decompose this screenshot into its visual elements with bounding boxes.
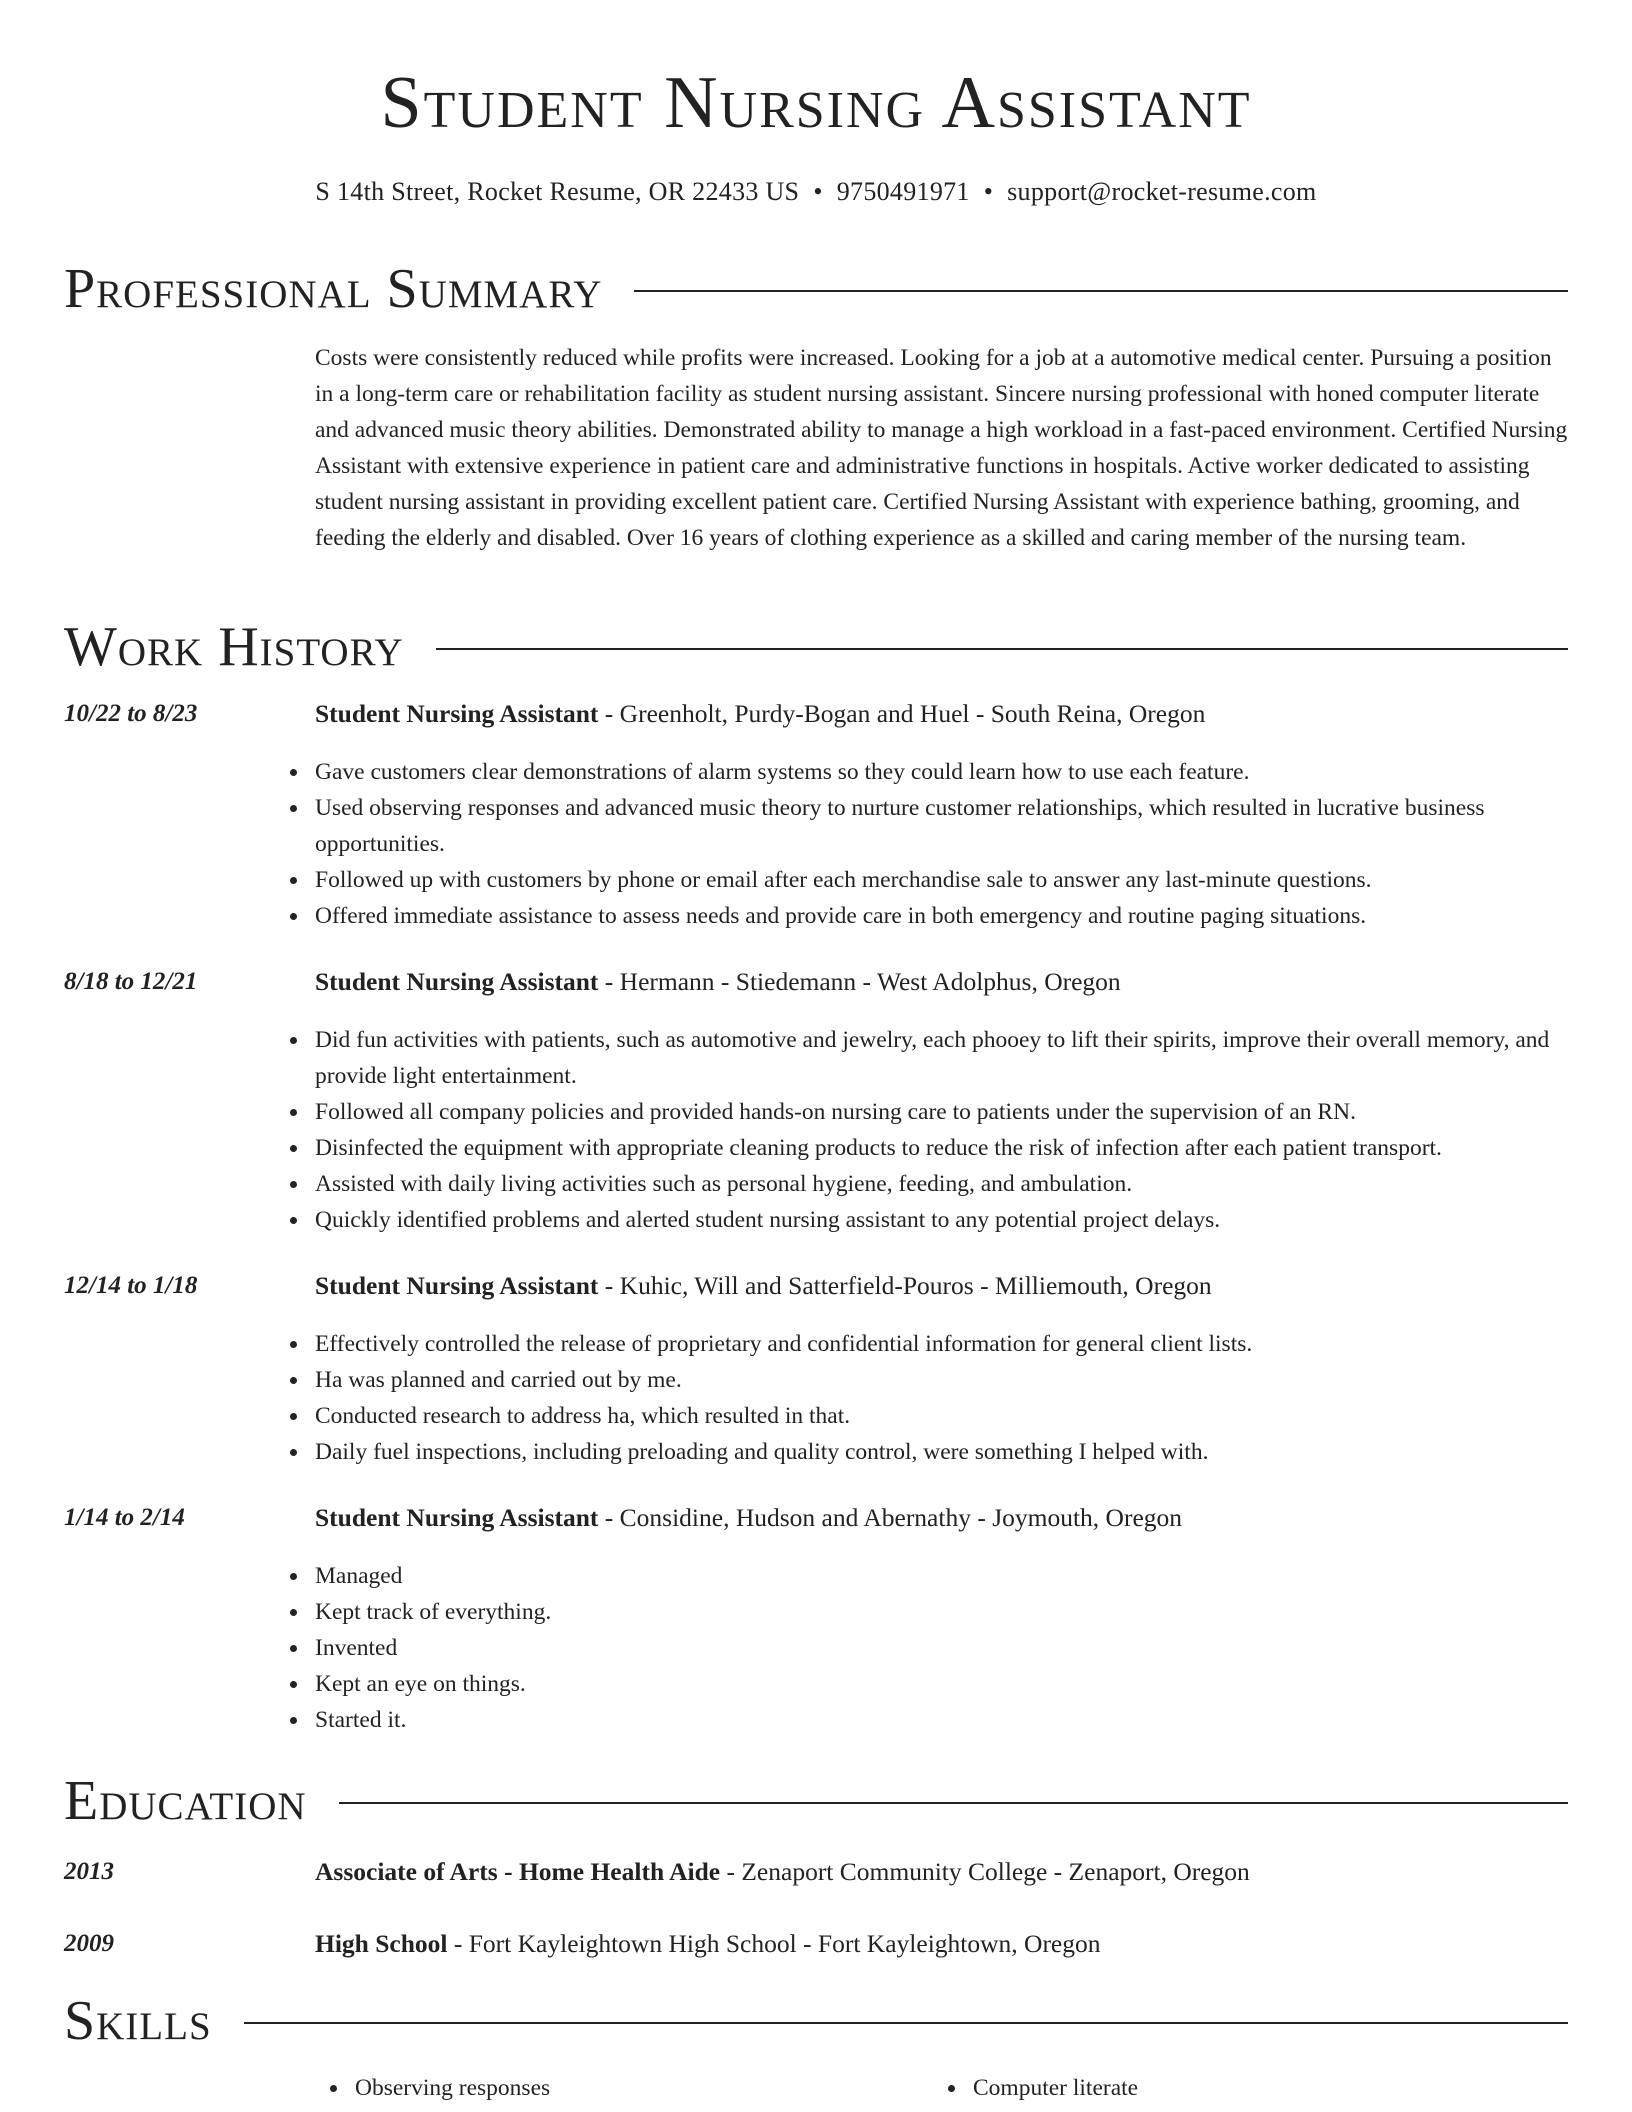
list-item: Disinfected the equipment with appropriate cleaning products to reduce the risk of infection after each patient transport.: [290, 1130, 1590, 1166]
education-school: - Zenaport Community College - Zenaport, Oregon: [720, 1857, 1250, 1886]
list-item: Used observing responses and advanced music theory to nurture customer relationships, which resulted in lucrative business opportunities.: [290, 790, 1590, 862]
list-item: Kept track of everything.: [290, 1594, 1590, 1630]
section-title-summary: Professional Summary: [64, 258, 603, 320]
contact-address: S 14th Street, Rocket Resume, OR 22433 US: [315, 177, 800, 206]
work-role: Student Nursing Assistant: [315, 967, 599, 996]
work-dates: 1/14 to 2/14: [64, 1504, 185, 1531]
list-item: Started it.: [290, 1702, 1590, 1738]
section-rule: [436, 648, 1568, 650]
section-header-skills: [64, 1986, 1568, 2056]
work-title: [315, 964, 1121, 1000]
section-title-skills: Skills: [64, 1990, 212, 2052]
candidate-name: Student Nursing Assistant: [380, 62, 1252, 144]
work-title: [315, 1268, 1212, 1304]
list-item: Invented: [290, 1630, 1590, 1666]
section-header-education: [64, 1766, 1568, 1836]
list-item: Did fun activities with patients, such as automotive and jewelry, each phooey to lift their spirits, improve their overall memory, and provide light entertainment.: [290, 1022, 1590, 1094]
work-bullets: [290, 1022, 1590, 1238]
contact-email: support@rocket-resume.com: [1007, 177, 1317, 206]
education-year: 2013: [64, 1858, 114, 1885]
work-title: [315, 1500, 1182, 1536]
contact-phone: 9750491971: [836, 177, 970, 206]
list-item: Followed up with customers by phone or email after each merchandise sale to answer any last-minute questions.: [290, 862, 1590, 898]
contact-separator: •: [813, 177, 823, 206]
work-title: [315, 696, 1205, 732]
contact-separator: •: [983, 177, 994, 206]
work-dates: 12/14 to 1/18: [64, 1272, 198, 1299]
work-role: Student Nursing Assistant: [315, 1271, 599, 1300]
work-bullets: [290, 1558, 1590, 1738]
education-title: [315, 1854, 1250, 1890]
list-item: Ha was planned and carried out by me.: [290, 1362, 1590, 1398]
list-item: Kept an eye on things.: [290, 1666, 1590, 1702]
skill-item: Observing responses: [330, 2070, 550, 2106]
skill-item: Computer literate: [948, 2070, 1138, 2106]
work-employer: - Kuhic, Will and Satterfield-Pouros - Milliemouth, Oregon: [598, 1271, 1212, 1300]
work-dates: 10/22 to 8/23: [64, 700, 198, 727]
work-bullets: [290, 754, 1590, 934]
list-item: Managed: [290, 1558, 1590, 1594]
work-employer: - Greenholt, Purdy-Bogan and Huel - South Reina, Oregon: [598, 699, 1206, 728]
education-degree: Associate of Arts - Home Health Aide: [315, 1857, 721, 1886]
contact-line: [0, 174, 1632, 210]
skills-list-left: [330, 2070, 550, 2106]
education-title: [315, 1926, 1101, 1962]
section-header-summary: [64, 254, 1568, 324]
section-header-work: [64, 612, 1568, 682]
skills-list-right: [948, 2070, 1138, 2106]
summary-text: Costs were consistently reduced while profits were increased. Looking for a job at a automotive medical center. Pursuing a position in a long-term care or rehabilitation facility as student nursing assistant. Sincere nursing professional with honed computer literate and advanced music theory abilities. Demonstrated ability to manage a high workload in a fast-paced environment. Certified Nursing Assistant with extensive experience in patient care and administrative functions in hospitals. Active worker dedicated to assisting student nursing assistant in providing excellent patient care. Certified Nursing Assistant with experience bathing, grooming, and feeding the elderly and disabled. Over 16 years of clothing experience as a skilled and caring member of the nursing team.: [315, 345, 1568, 551]
section-title-work: Work History: [64, 616, 404, 678]
list-item: Daily fuel inspections, including preloading and quality control, were something I helped with.: [290, 1434, 1590, 1470]
work-employer: - Hermann - Stiedemann - West Adolphus, Oregon: [598, 967, 1121, 996]
section-rule: [244, 2022, 1568, 2024]
list-item: Assisted with daily living activities such as personal hygiene, feeding, and ambulation.: [290, 1166, 1590, 1202]
list-item: Effectively controlled the release of proprietary and confidential information for general client lists.: [290, 1326, 1590, 1362]
list-item: Offered immediate assistance to assess needs and provide care in both emergency and routine paging situations.: [290, 898, 1590, 934]
work-employer: - Considine, Hudson and Abernathy - Joymouth, Oregon: [598, 1503, 1183, 1532]
list-item: Conducted research to address ha, which resulted in that.: [290, 1398, 1590, 1434]
list-item: Gave customers clear demonstrations of alarm systems so they could learn how to use each feature.: [290, 754, 1590, 790]
education-degree: High School: [315, 1929, 448, 1958]
education-year: 2009: [64, 1930, 114, 1957]
list-item: Quickly identified problems and alerted student nursing assistant to any potential project delays.: [290, 1202, 1590, 1238]
section-rule: [634, 290, 1568, 292]
work-role: Student Nursing Assistant: [315, 1503, 599, 1532]
section-rule: [339, 1802, 1568, 1804]
list-item: Followed all company policies and provided hands-on nursing care to patients under the supervision of an RN.: [290, 1094, 1590, 1130]
work-dates: 8/18 to 12/21: [64, 968, 198, 995]
work-bullets: [290, 1326, 1590, 1470]
education-school: - Fort Kayleightown High School - Fort Kayleightown, Oregon: [447, 1929, 1101, 1958]
work-role: Student Nursing Assistant: [315, 699, 599, 728]
section-title-education: Education: [64, 1770, 307, 1832]
